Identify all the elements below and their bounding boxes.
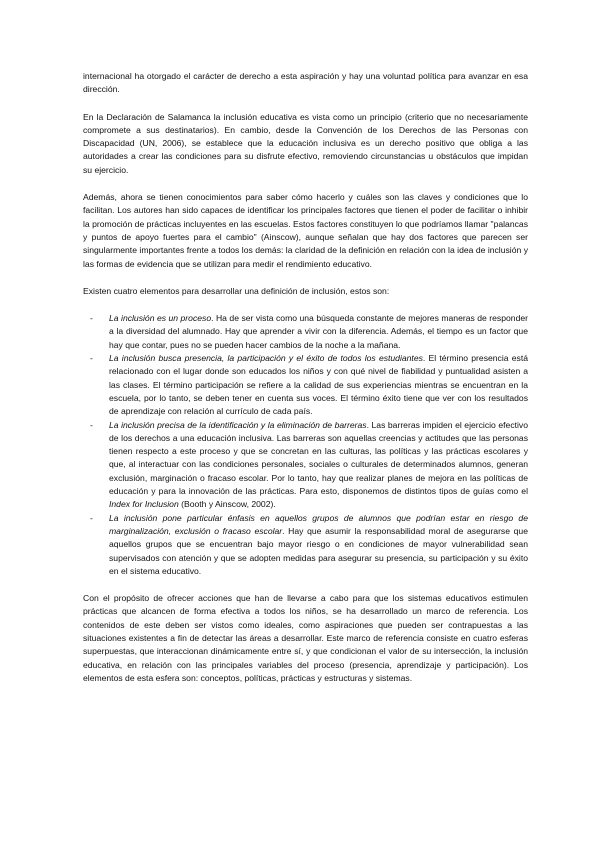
- list-bullet: -: [90, 353, 93, 364]
- list-item-title: La inclusión es un proceso: [109, 313, 212, 324]
- paragraph-3: Además, ahora se tienen conocimientos para saber cómo hacerlo y cuáles son las claves y condiciones que lo facilitan. Los autores han sido capaces de identificar los principales factores que tienen el poder de facilitar o inhibir la promoción de prácticas incluyentes en las escuelas. Estos factores constituyen lo que podríamos llamar "palancas y puntos de apoyo fuertes para el cambio" (Ainscow), aunque señalan que hay dos factores que parecen ser singularmente importantes frente a todos los demás: la claridad de la definición en relación con la idea de inclusión y las formas de evidencia que se utilizan para medir el rendimiento educativo.: [83, 192, 528, 269]
- list-item-title: La inclusión busca presencia, la participación y el éxito de todos los estudiantes: [109, 353, 423, 364]
- paragraph-2: En la Declaración de Salamanca la inclusión educativa es vista como un principio (criterio que no necesariamente compromete a sus destinatarios). En cambio, desde la Convención de los Derechos de las Personas con Discapacidad (UN, 2006), se establece que la educación inclusiva es un derecho positivo que obliga a las autoridades a crear las condiciones para su disfrute efectivo, removiendo circunstancias u obstáculos que impidan su ejercicio.: [83, 111, 528, 175]
- paragraph-4: Existen cuatro elementos para desarrollar una definición de inclusión, estos son:: [83, 285, 390, 296]
- list-item-text: . Ha de ser vista como una búsqueda constante de mejores maneras de responder a la diversidad del alumnado. Hay que aprender a vivir con la diferencia. Además, el tiempo es un factor que hay que contar, pues no se pueden hacer cambios de la noche a la mañana.: [109, 313, 528, 350]
- paragraph-1: internacional ha otorgado el carácter de derecho a esta aspiración y hay una voluntad política para avanzar en esa dirección.: [83, 71, 528, 95]
- list-bullet: -: [90, 313, 93, 324]
- document-page: [83, 70, 528, 699]
- list-item-text: . El término presencia está relacionado con el lugar donde son educados los niños y con qué nivel de fiabilidad y puntualidad asisten a las clases. El término participación se refiere a la calidad de sus experiencias mientras se encuentran en la escuela, por lo tanto, se deben tener en cuenta sus voces. El término éxito tiene que ver con los resultados de aprendizaje con relación al currículo de cada país.: [109, 353, 529, 417]
- list-item-reference-title: Index for Inclusion: [109, 499, 179, 510]
- list-bullet: -: [90, 419, 93, 430]
- list-item-reference-text: (Booth y Ainscow, 2002).: [178, 499, 276, 510]
- list-item-title: La inclusión precisa de la identificación y la eliminación de barreras: [109, 419, 367, 430]
- list-item: [83, 312, 528, 352]
- list-item-text: . Las barreras impiden el ejercicio efectivo de los derechos a una educación inclusiva. Las barreras son aquellas creencias y actitudes que las personas tienen respecto a este proceso y que se concretan en las culturas, las políticas y las prácticas escolares y que, al interactuar con las condiciones personales, sociales o culturales de determinados alumnos, generan exclusión, marginación o fracaso escolar. Por lo tanto, hay que realizar planes de mejora en las políticas de educación y para la innovación de las prácticas. Para esto, disponemos de distintos tipos de guías como el: [109, 419, 528, 497]
- list-item-title: La inclusión pone particular énfasis en aquellos grupos de alumnos que podrían estar en riesgo de marginalización, exclusión o fracaso escolar: [109, 512, 528, 536]
- list-item: [83, 419, 528, 512]
- inclusion-elements-list: [83, 312, 528, 578]
- list-item-text: . Hay que asumir la responsabilidad moral de asegurarse que aquellos grupos que se encuentran bajo mayor riesgo o en condiciones de mayor vulnerabilidad sean supervisados con atención y que se adopten medidas para asegurar su presencia, su participación y su éxito en el sistema educativo.: [109, 525, 528, 576]
- list-bullet: -: [90, 512, 93, 523]
- paragraph-5: Con el propósito de ofrecer acciones que han de llevarse a cabo para que los sistemas educativos estimulen prácticas que alcancen de forma efectiva a todos los niños, se ha desarrollado un marco de referencia. Los contenidos de este deben ser vistos como ideales, como aspiraciones que pueden ser contrapuestas a las situaciones existentes a fin de detectar las áreas a desarrollar. Este marco de referencia consiste en cuatro esferas superpuestas, que interaccionan dinámicamente entre sí, y que condicionan el valor de su intersección, la inclusión educativa, en relación con las principales variables del proceso (presencia, aprendizaje y participación). Los elementos de esta esfera son: conceptos, políticas, prácticas y estructuras y sistemas.: [83, 593, 528, 683]
- list-item: [83, 512, 528, 578]
- list-item: [83, 352, 528, 418]
